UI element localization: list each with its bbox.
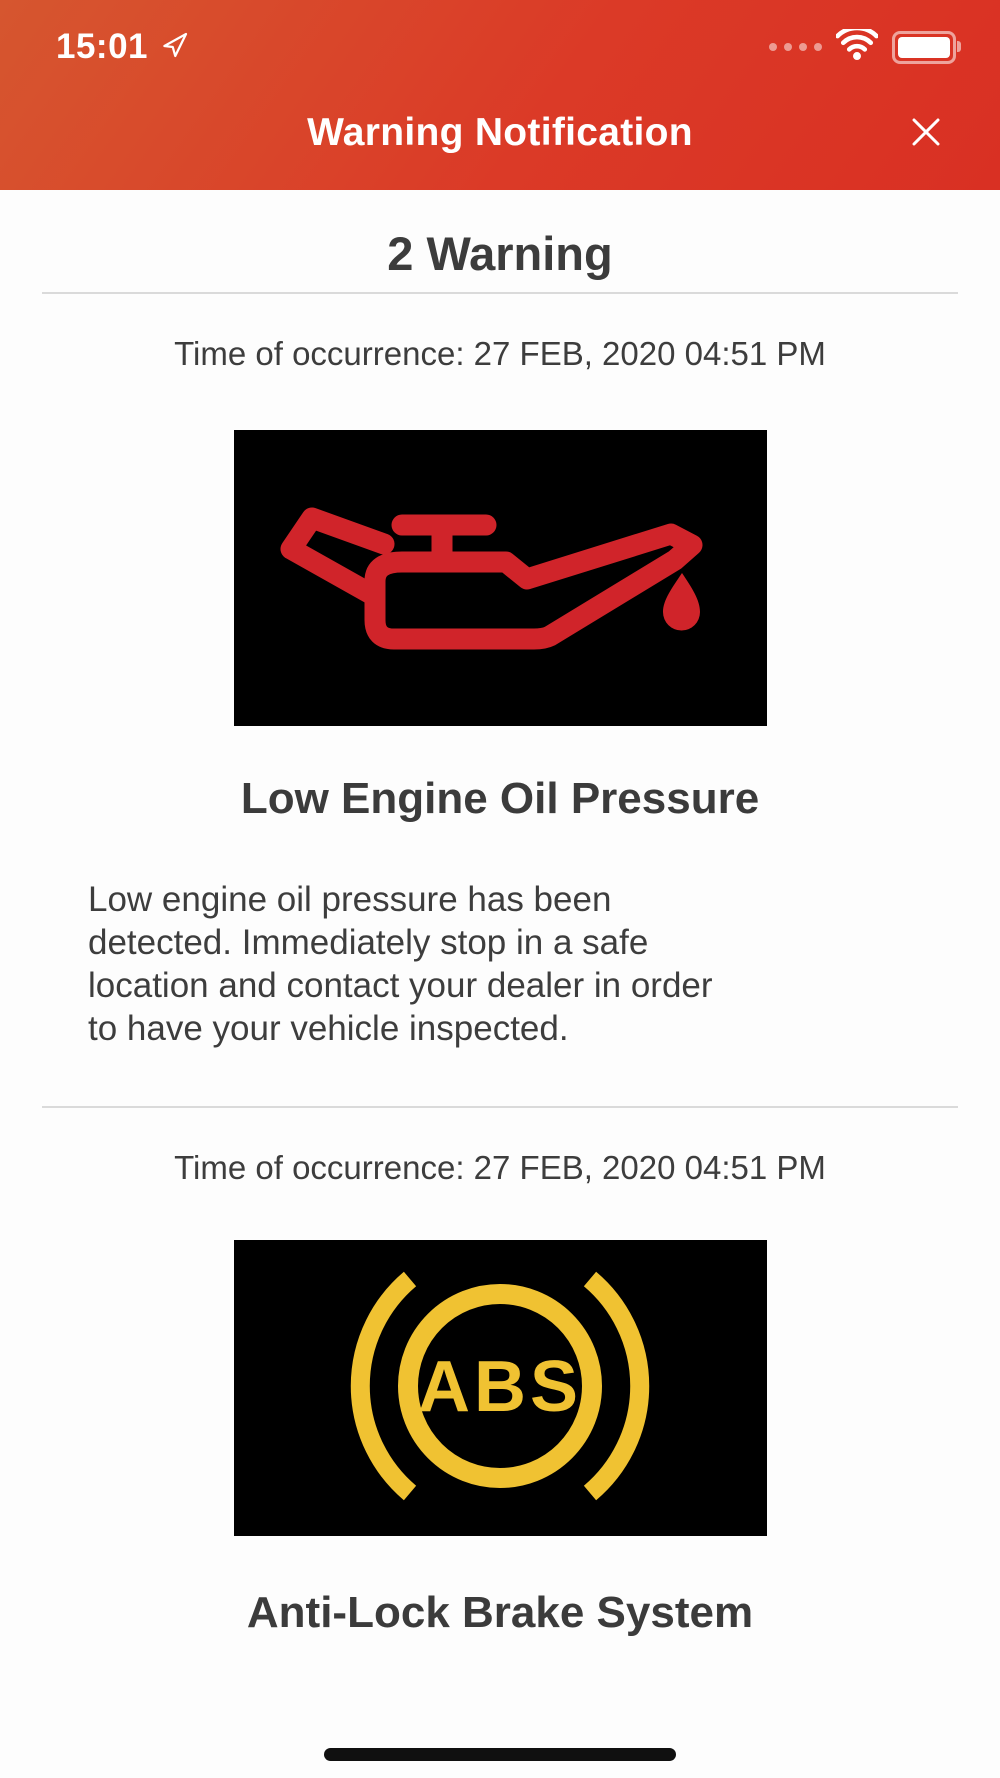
svg-text:ABS: ABS xyxy=(417,1346,582,1427)
cellular-signal-dots-icon xyxy=(769,43,822,51)
warning-count-heading: 2 Warning xyxy=(387,227,613,280)
time-of-occurrence: Time of occurrence: 27 FEB, 2020 04:51 PM xyxy=(174,335,826,372)
nav-bar xyxy=(0,90,1000,176)
abs-warning-light-icon xyxy=(234,1238,767,1539)
status-bar-left xyxy=(56,27,190,67)
battery-full-icon xyxy=(892,31,956,64)
wifi-icon xyxy=(836,29,878,66)
warning-title: Anti-Lock Brake System xyxy=(246,1588,754,1637)
divider xyxy=(42,1106,958,1108)
close-button[interactable] xyxy=(898,105,954,161)
warning-light-panel xyxy=(234,430,767,726)
status-bar-right xyxy=(769,29,956,66)
status-time: 15:01 xyxy=(56,27,149,66)
warning-title: Low Engine Oil Pressure xyxy=(240,774,760,823)
warning-description: Low engine oil pressure has been detected. Immediately stop in a safe location and contact your dealer in order to have your vehicle inspected. xyxy=(88,880,713,1048)
home-indicator-handle[interactable] xyxy=(324,1748,676,1761)
header xyxy=(0,0,1000,190)
warning-card-oil xyxy=(0,334,1000,1050)
location-arrow-icon xyxy=(160,30,190,65)
warning-light-panel xyxy=(234,1240,767,1536)
close-icon xyxy=(904,110,948,157)
time-of-occurrence: Time of occurrence: 27 FEB, 2020 04:51 PM xyxy=(174,1149,826,1186)
page-title: Warning Notification xyxy=(307,111,693,154)
status-bar xyxy=(0,24,1000,70)
engine-oil-pressure-warning-light-icon xyxy=(234,428,767,729)
divider xyxy=(42,292,958,294)
warning-card-abs xyxy=(0,1148,1000,1640)
